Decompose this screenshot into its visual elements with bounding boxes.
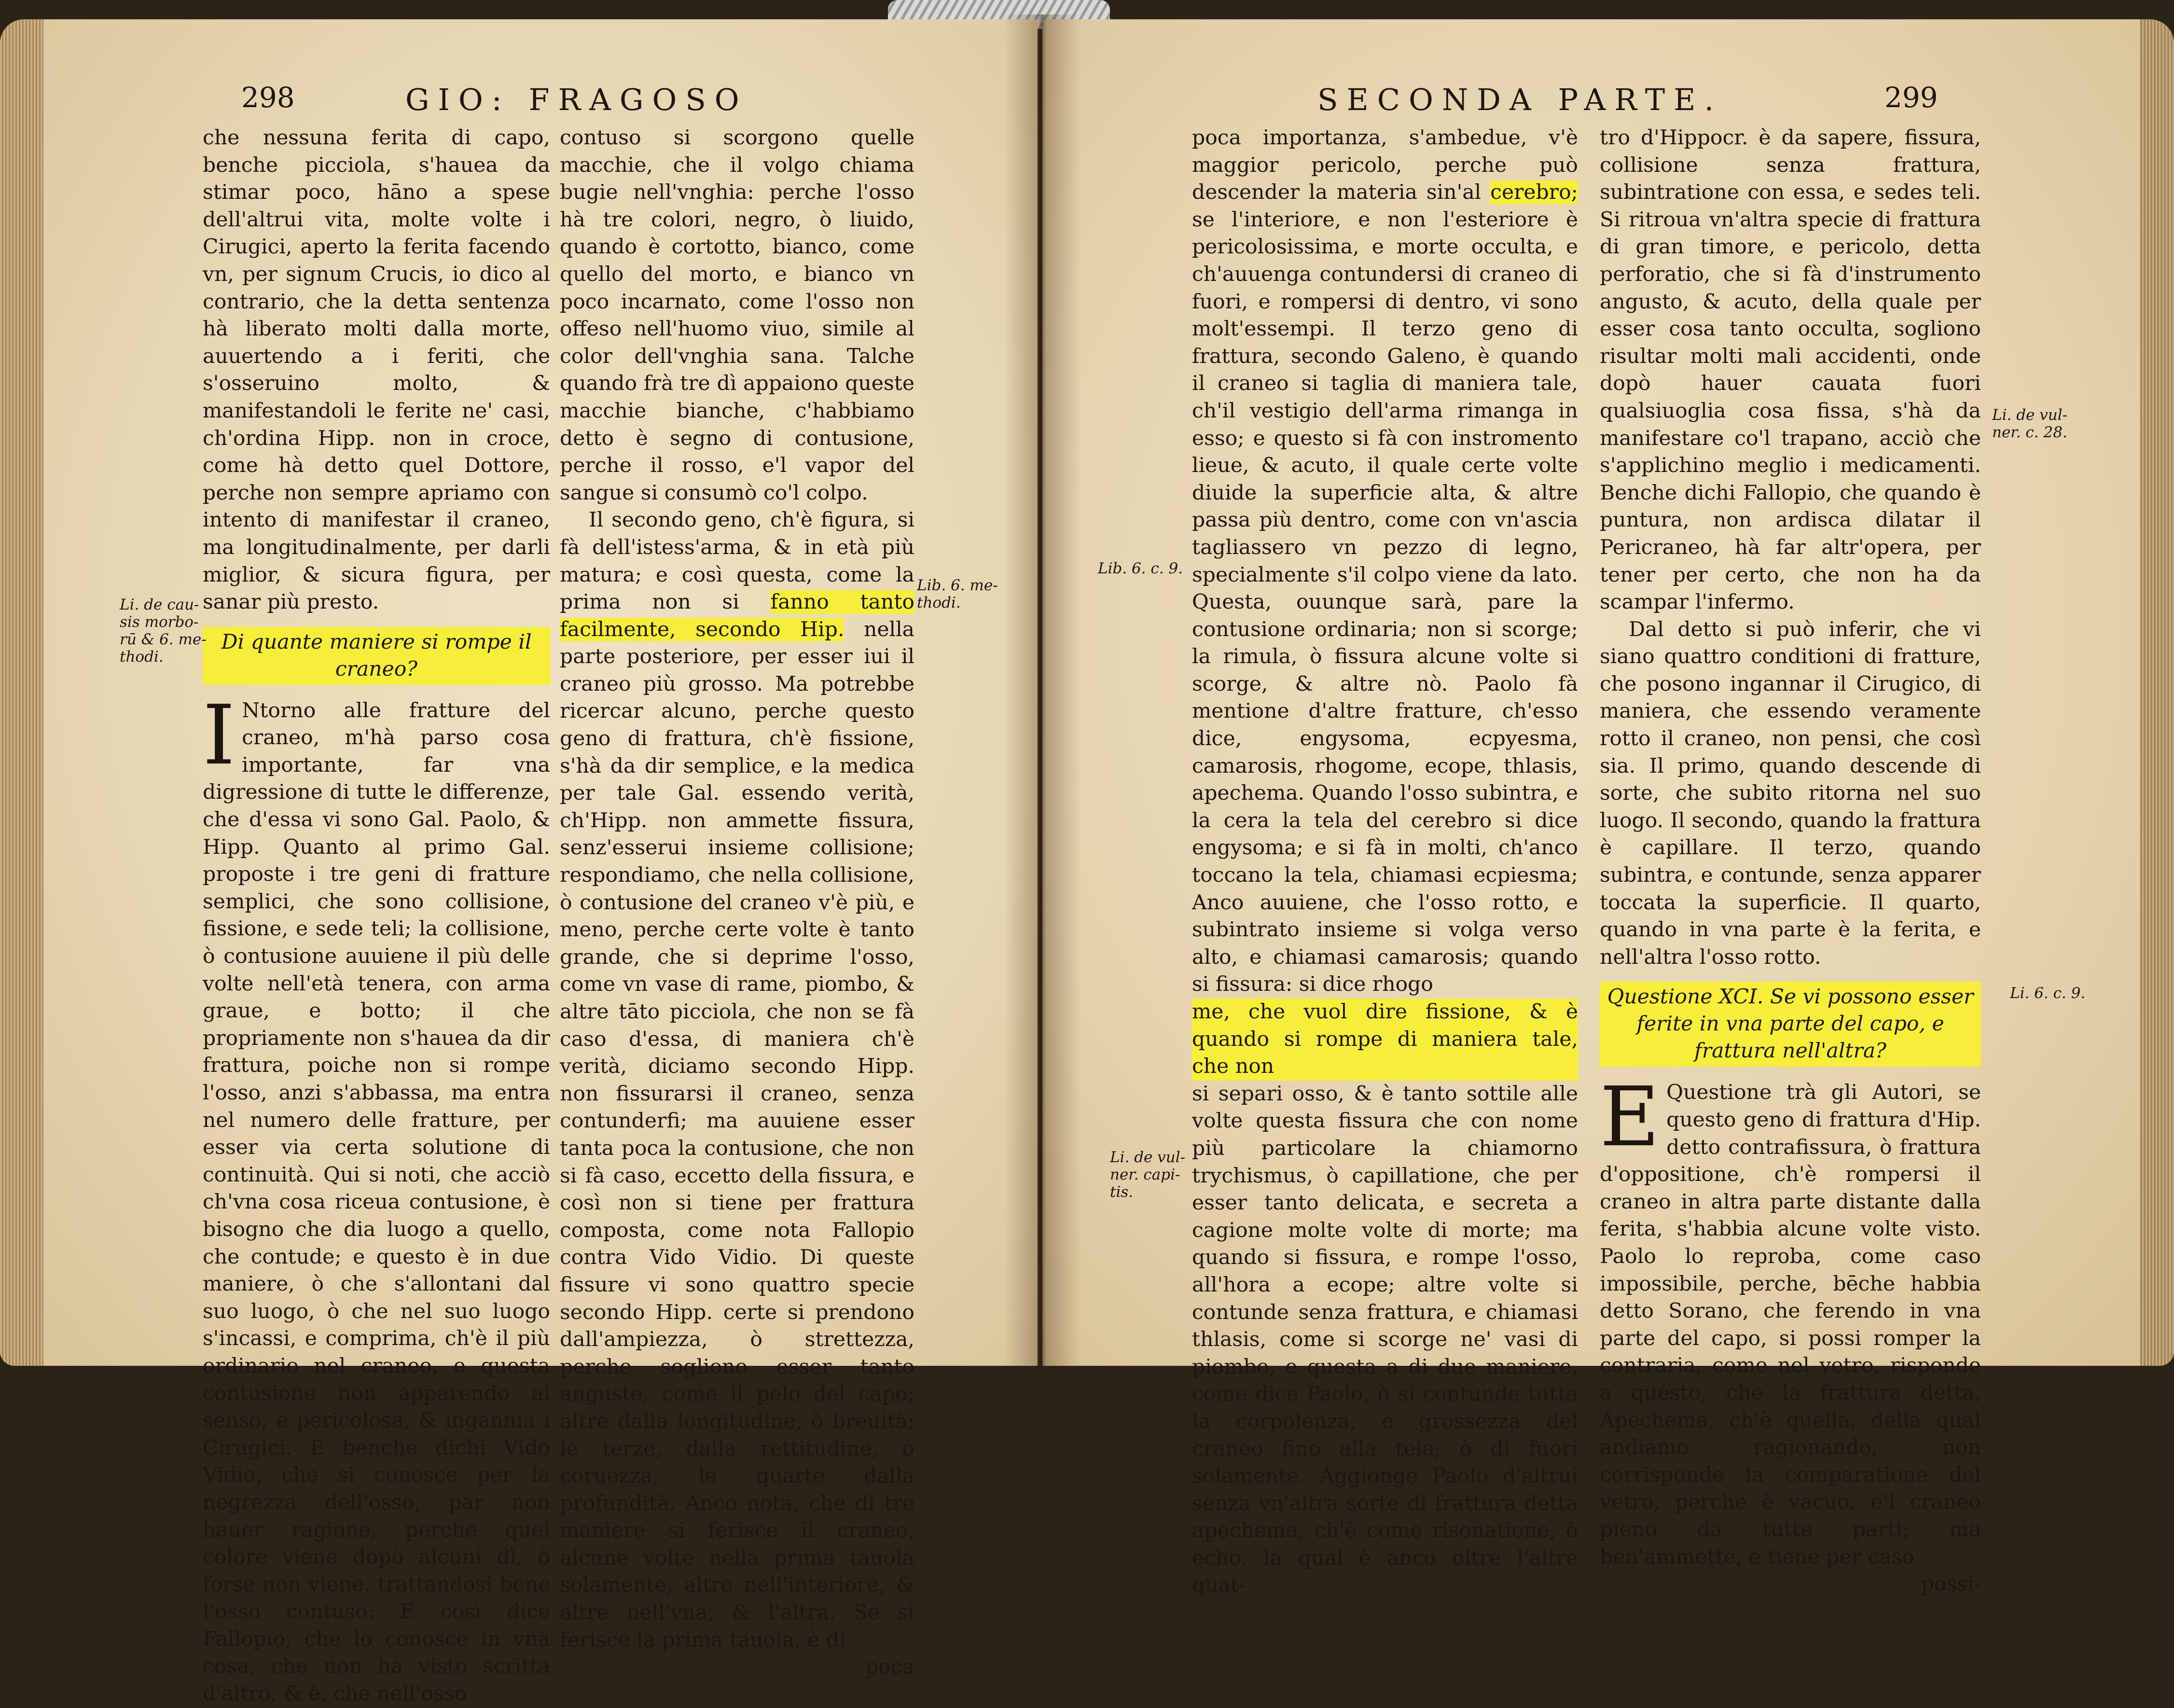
paragraph-text: Ntorno alle fratture del craneo, m'hà parso cosa importante, far vna digressione di tutte le differenze, che d'essa vi sono Gal. Paolo, & Hipp. Quanto al primo Gal. proposte i tre geni di fratture semplici, che sono collisione, fissione, e sede teli; la collisione, ò contusione auuiene il più delle volte nell'età tenera, con arma graue, e botto; il che propriamente non s'hauea da dir frattura, poiche non si rompe l'osso, anzi s'abbassa, ma entra nel numero delle fratture, per esser via certa solutione di continuità. Qui si noti, che acciò ch'vna cosa riceua contusione, è bisogno che dia luogo a quello, che contude; e questo è in due maniere, ò che s'allontani dal suo luogo, ò che nel suo luogo s'incassi, e comprima, ch'è il più ordinario nel craneo, e questa contusione non apparendo al senso, e pericolosa, & ingannia i Cirugici. E benche dichi Vido Vidio, che si conosce per la negrezza dell'osso, par non hauer ragione, perche quel colore viene dopò alcuni dì, ò forse non viene, trattandosi bene l'osso contuso: E così dice Fallopio, che lo conosce in vna cosa, che non hà visto scritta d'altro, & è, che nell'osso	[203, 698, 550, 1706]
margin-note: Li. de cau- sis morbo- rū & 6. me- thodi.	[120, 596, 207, 666]
paragraph-text: se l'interiore, e non l'esteriore è pericolosissima, e morte occulta, e ch'auuenga contundersi di craneo di fuori, e rompersi di dentro, vi sono molt'essempi. Il terzo geno di frattura, secondo Galeno, è quando il craneo si taglia di maniera tale, ch'il vestigio dell'arma rimanga in esso; e questo si fà con instromento lieue, & acuto, il quale certe volte diuide la superficie alta, & altre passa più dentro, come con vn'ascia tagliassero vn pezzo di legno, specialmente s'il colpo viene da lato. Questa, ouunque sarà, pare la contusione ordinaria; non si scorge; la rimula, ò fissura alcune volte si scorge, & altre nò. Paolo fà mentione d'altre fratture, ch'esso dice, engysoma, ecpyesma, camarosis, rhogome, ecope, thlasis, apechema. Quando l'osso subintra, e la cera la tela del cerebro si dice engysoma; e si fà in molti, ch'anco toccano la tela, chiamasi ecpiesma; Anco auuiene, che l'osso rotto, e subintrato insieme si volga verso alto, e chiamasi camarosis; quando si fissura: si dice rhogo	[1192, 208, 1578, 997]
margin-note: Li. de vul- ner. capi- tis.	[1110, 1149, 1186, 1201]
text-column-3	[1192, 125, 1578, 1599]
text-column-4	[1600, 125, 1981, 1598]
margin-note: Lib. 6. c. 9.	[1098, 560, 1183, 577]
drop-cap: E	[1600, 1069, 1660, 1166]
highlighted-word: cerebro;	[1490, 181, 1578, 205]
highlighted-text: fanno tanto facilmente, secondo Hip.	[560, 590, 914, 641]
paragraph: tro d'Hippocr. è da sapere, fissura, collisione senza frattura, subintratione con essa, e sedes teli. Si ritroua vn'altra specie di frattura di gran timore, e pericolo, detta perforatio, che si fà d'instrumento angusto, & acuto, della quale per esser cosa tanto occulta, sogliono risultar molti mali accidenti, onde dopò hauer cauata fuori qualsiuoglia cosa fissa, s'hà da manifestare co'l trapano, acciò che s'applichino meglio i medicamenti. Benche dichi Fallopio, che quando è puntura, non ardisca dilatar il Pericraneo, hà far altr'opera, per tener per certo, che non ha da scampar l'infermo.	[1600, 126, 1981, 614]
text-column-2	[560, 125, 914, 1681]
margin-note: Li. 6. c. 9.	[2010, 985, 2086, 1002]
paragraph: si separi osso, & è tanto sottile alle volte questa fissura che con nome più particolare la chiamorno trychismus, ò capillatione, che per esser tanto delicata, e secreta a cagione molte volte di morte; ma quando si fissura, e rompe l'osso, all'hora a ecope; altre volte si contunde senza frattura, e chiamasi thlasis, come si scorge ne' vasi di piombo, e questa a di due maniere, come dice Paolo, ò si contunde tutta la corpolenza, e grossezza del craneo fino alla tela; ò di fuori solamente. Aggionge Paolo d'altrui senza vn'altra sorte di frattura detta apechema, ch'è come risonatione, ò echo, la qual è anco oltre l'altre quat-	[1192, 1082, 1578, 1597]
page-number-right: 299	[1884, 81, 1938, 114]
margin-note: Lib. 6. me- thodi.	[917, 577, 998, 611]
drop-cap: I	[203, 687, 235, 783]
paragraph: che nessuna ferita di capo, benche picciola, s'hauea da stimar poco, hāno a spese dell'altrui vita, molte volte i Cirugici, aperto la ferita facendo vn, per signum Crucis, io dico al contrario, che la detta sentenza hà liberato molti dalla morte, auuertendo a i feriti, che s'osseruino molto, & manifestandoli le ferite ne' casi, ch'ordina Hipp. non in croce, come hà detto quel Dottore, perche non sempre apriamo con intento di manifestar il craneo, ma longitudinalmente, per darli miglior, & sicura figura, per sanar più presto.	[203, 126, 550, 614]
paragraph-text: nella parte posteriore, per esser iui il craneo più grosso. Ma potrebbe ricercar alcuno, perche questo geno di frattura, ch'è fissione, s'hà da dir semplice, e la medica per tale Gal. essendo verità, ch'Hipp. non ammette fissura, senz'esserui insieme collisione; respondiamo, che nella collisione, ò contusione del craneo v'è più, e meno, perche certe volte è tanto grande, che si deprime l'osso, come vn vase di rame, piombo, & altre tāto picciola, che non se fà caso d'essa, di maniera ch'è verità, diciamo secondo Hipp. non fissurarsi il craneo, senza contunderfi; ma auuiene esser tanta poca la contusione, che non si fà caso, eccetto della fissura, e così non si tiene per frattura composta, come nota Fallopio contra Vido Vidio. Di queste fissure vi sono quattro specie secondo Hipp. certe si prendono dall'ampiezza, ò strettezza, perche sogliono esser tanto anguste, come il pelo del capo; altre dalla longitudine, ò breuità; le terze, dalla rettitudine, ò coruezza; le quarte dalla profundità. Anco nota, che di tre maniere si ferisce il craneo, alcune volte nella prima tauola solamente, altre nell'interiore, & altre nell'vna, & l'altra. Se si ferisce la prima tauola, è di	[560, 617, 914, 1652]
paragraph-with-drop-cap	[1600, 1069, 1981, 1571]
page-number-left: 298	[241, 81, 295, 114]
right-page-edges	[2140, 19, 2174, 1366]
paragraph: contuso si scorgono quelle macchie, che il volgo chiama bugie nell'vnghia: perche l'osso hà tre colori, negro, ò liuido, quando è cortotto, bianco, come quello del morto, e bianco vn poco incarnato, come l'osso non offeso nell'huomo viuo, simile al color dell'vnghia sana. Talche quando frà tre dì appaiono queste macchie bianche, c'habbiamo detto è segno di contusione, perche il rosso, e'l vapor del sangue si consumò co'l colpo.	[560, 126, 914, 505]
text-column-1	[203, 125, 550, 1708]
catchword: possi-	[1921, 1572, 1981, 1597]
margin-note: Li. de vul- ner. c. 28.	[1992, 406, 2068, 441]
section-heading-highlighted: Di quante maniere si rompe il craneo?	[203, 627, 550, 685]
book-gutter	[1004, 14, 1081, 1366]
paragraph: Dal detto si può inferir, che vi siano quattro conditioni di fratture, che posono ingannar il Cirugico, di maniera, che essendo veramente rotto il craneo, non pensi, che così sia. Il primo, quando descende di sorte, che subito ritorna nel suo luogo. Il secondo, quando la frattura è capillare. Il terzo, quando subintra, e contunde, senza apparer toccata la superficie. Il quarto, quando in vna parte è la ferita, e nell'altra l'osso rotto.	[1600, 617, 1981, 969]
catchword: poca	[865, 1655, 914, 1680]
running-head-left: GIO: FRAGOSO	[405, 82, 748, 117]
paragraph-text: poca importanza, s'ambedue, v'è maggior pericolo, perche può descender la materia sin'al	[1192, 126, 1578, 205]
section-heading-highlighted: Questione XCI. Se vi possono esser ferite in vna parte del capo, e frattura nell'altra?	[1600, 982, 1981, 1067]
paragraph-text: Questione trà gli Autori, se questo geno di frattura d'Hip. detto contrafissura, ò frattura d'oppositione, ch'è rompersi il craneo in altra parte distante dalla ferita, s'habbia alcune volte visto. Paolo lo reproba, come caso impossibile, perche, bēche habbia detto Sorano, che ferendo in vna parte del capo, si possi romper la contraria, come nel vetro, risponde a questo, che la frattura detta, Apechema, ch'è quella, della qual andiamo ragionando, non corrisponde la comparatione del vetro, perche è vacuo, e'l craneo pieno da tutte parti; ma ben'ammette, e tiene per caso	[1600, 1081, 1981, 1569]
paragraph-with-drop-cap	[203, 687, 550, 1708]
running-head-right: SECONDA PARTE.	[1317, 82, 1723, 117]
paragraph	[1192, 125, 1578, 999]
left-page-edges	[0, 19, 43, 1366]
paragraph	[560, 507, 914, 1654]
highlighted-line: me, che vuol dire fissione, & è quando si rompe di maniera tale, che non	[1192, 999, 1578, 1081]
paragraph-text: Il secondo geno, ch'è figura, si fà dell'istess'arma, & in età più matura; e così questa, come la prima non si	[560, 508, 914, 614]
